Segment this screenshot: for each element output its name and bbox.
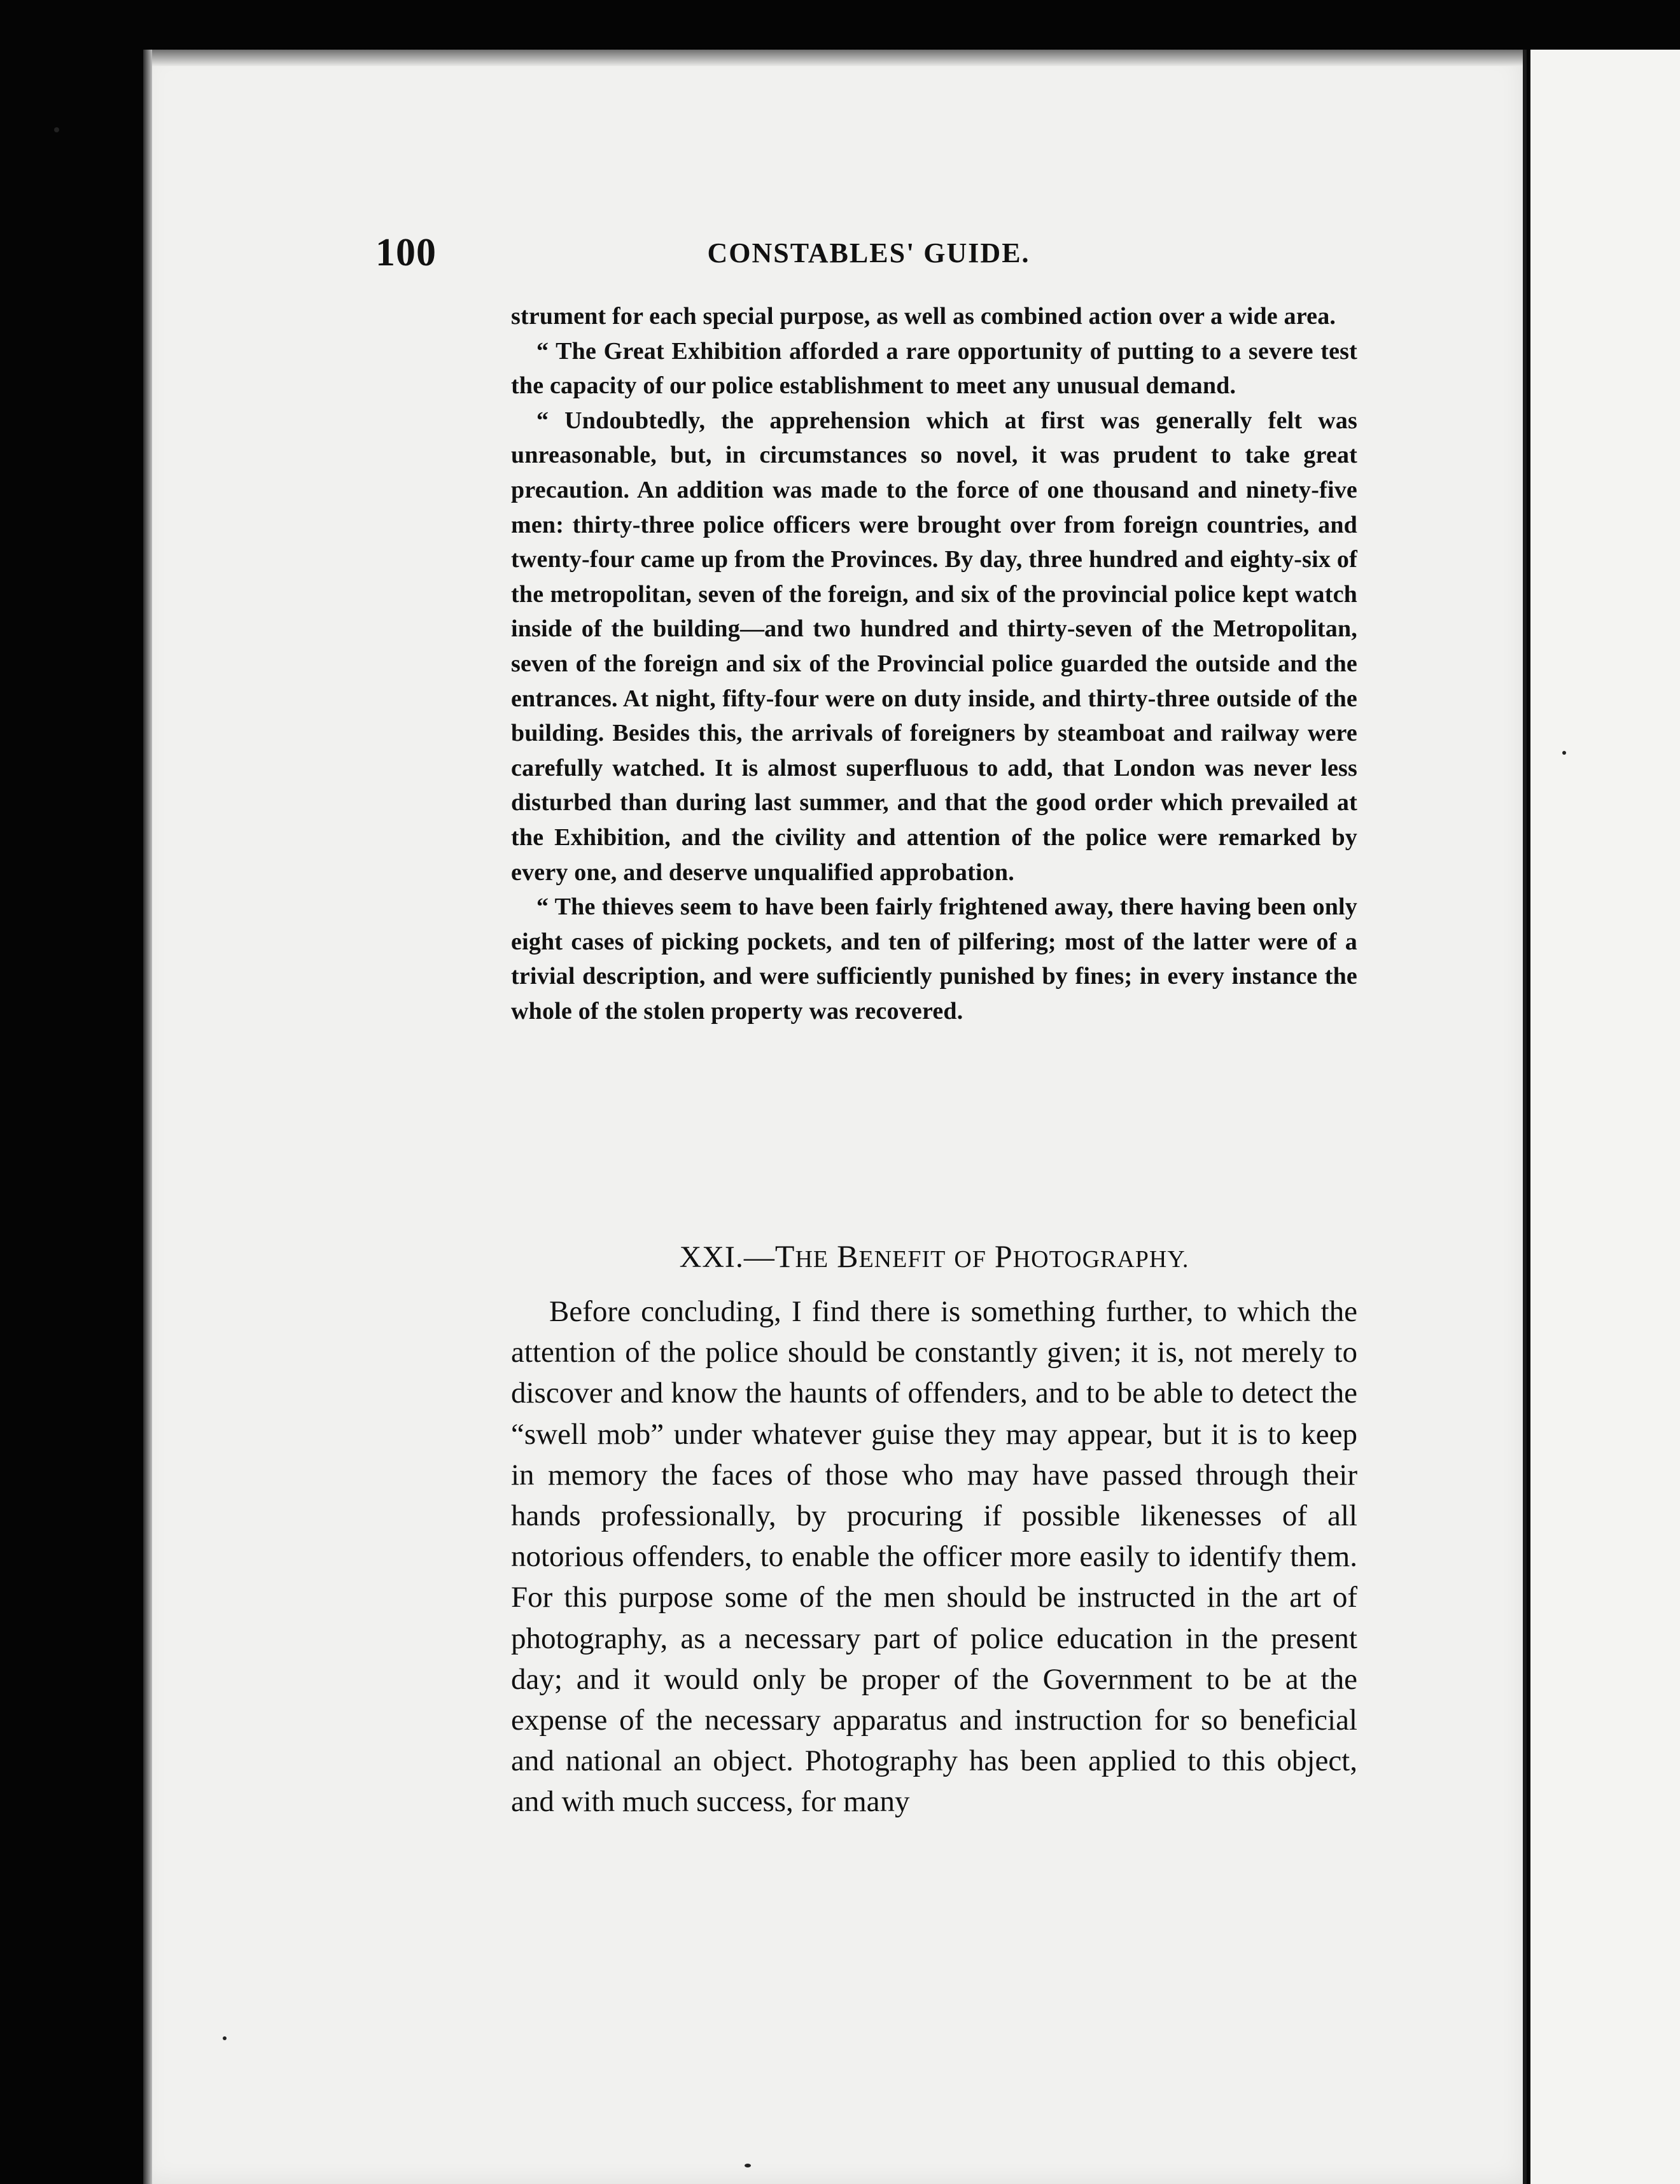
page-left-edge [143,50,152,2184]
quote-paragraph: strument for each special purpose, as well as combined action over a wide area. [511,303,1336,330]
body-paragraph: Before concluding, I find there is something further, to which the attention of the police should be constantly given; it is, not merely to discover and know the haunts of offenders, and to be able to detect the “swell mob” under whatever guise they may appear, but it is to keep in memory the faces of those who may have passed through their hands professionally, by procuring if possible likenesses of all notorious offenders, to enable the officer more easily to identify them. For this purpose some of the men should be instructed in the art of photography, as a necessary part of police education in the present day; and it would only be proper of the Government to be at the expense of the necessary apparatus and instruction for so beneficial and national an object. Photography has been applied to this object, and with much success, for many [511,1295,1357,1819]
section-number: XXI.— [679,1240,775,1274]
page-number: 100 [375,231,437,274]
section-word: PHOTOGRAPHY. [994,1238,1189,1274]
running-title: CONSTABLES' GUIDE. [707,237,1030,269]
scan-speck [54,127,59,132]
quote-paragraph: “ Undoubtedly, the apprehension which at first was generally felt was unreasonable, but, in circumstances so novel, it was prudent to take great precaution. An addition was made to the force of one thousand and ninety-five men: thirty-three police officers were brought over from foreign countries, and twenty-four came up from the Provinces. By day, three hundred and eighty-six of the metropolitan, seven of the foreign, and six of the provincial police kept watch inside of the building—and two hundred and thirty-seven of the Metropolitan, seven of the foreign and six of the Provincial police guarded the outside and the entrances. At night, fifty-four were on duty inside, and thirty-three outside of the building. Besides this, the arrivals of foreigners by steamboat and railway were carefully watched. It is almost superfluous to add, that London was never less disturbed than during last summer, and that the good order which prevailed at the Exhibition, and the civility and attention of the police were remarked by every one, and deserve unqualified approbation. [511,407,1357,886]
facing-page-edge [1530,50,1680,2184]
scan-speck [1562,751,1566,755]
quote-paragraph: “ The Great Exhibition afforded a rare opportunity of putting to a severe test the capacity of our police establishment to meet any unusual demand. [511,337,1357,400]
page-top-shadow [143,50,1524,66]
section-heading [511,1238,1357,1275]
section-word: OF [954,1246,986,1273]
quote-paragraph: “ The thieves seem to have been fairly frightened away, there having been only eight cases of picking pockets, and ten of pilfering; most of the latter were of a trivial description, and were sufficiently punished by fines; in every instance the whole of the stolen property was recovered. [511,893,1357,1025]
book-gutter [1523,50,1527,2184]
quoted-report [511,299,1357,1028]
section-body [511,1291,1357,1823]
scan-speck [223,2036,227,2040]
section-word: BENEFIT [837,1238,946,1274]
section-word: THE [774,1238,829,1274]
running-head [375,230,1362,281]
scan-speck [745,2164,751,2167]
